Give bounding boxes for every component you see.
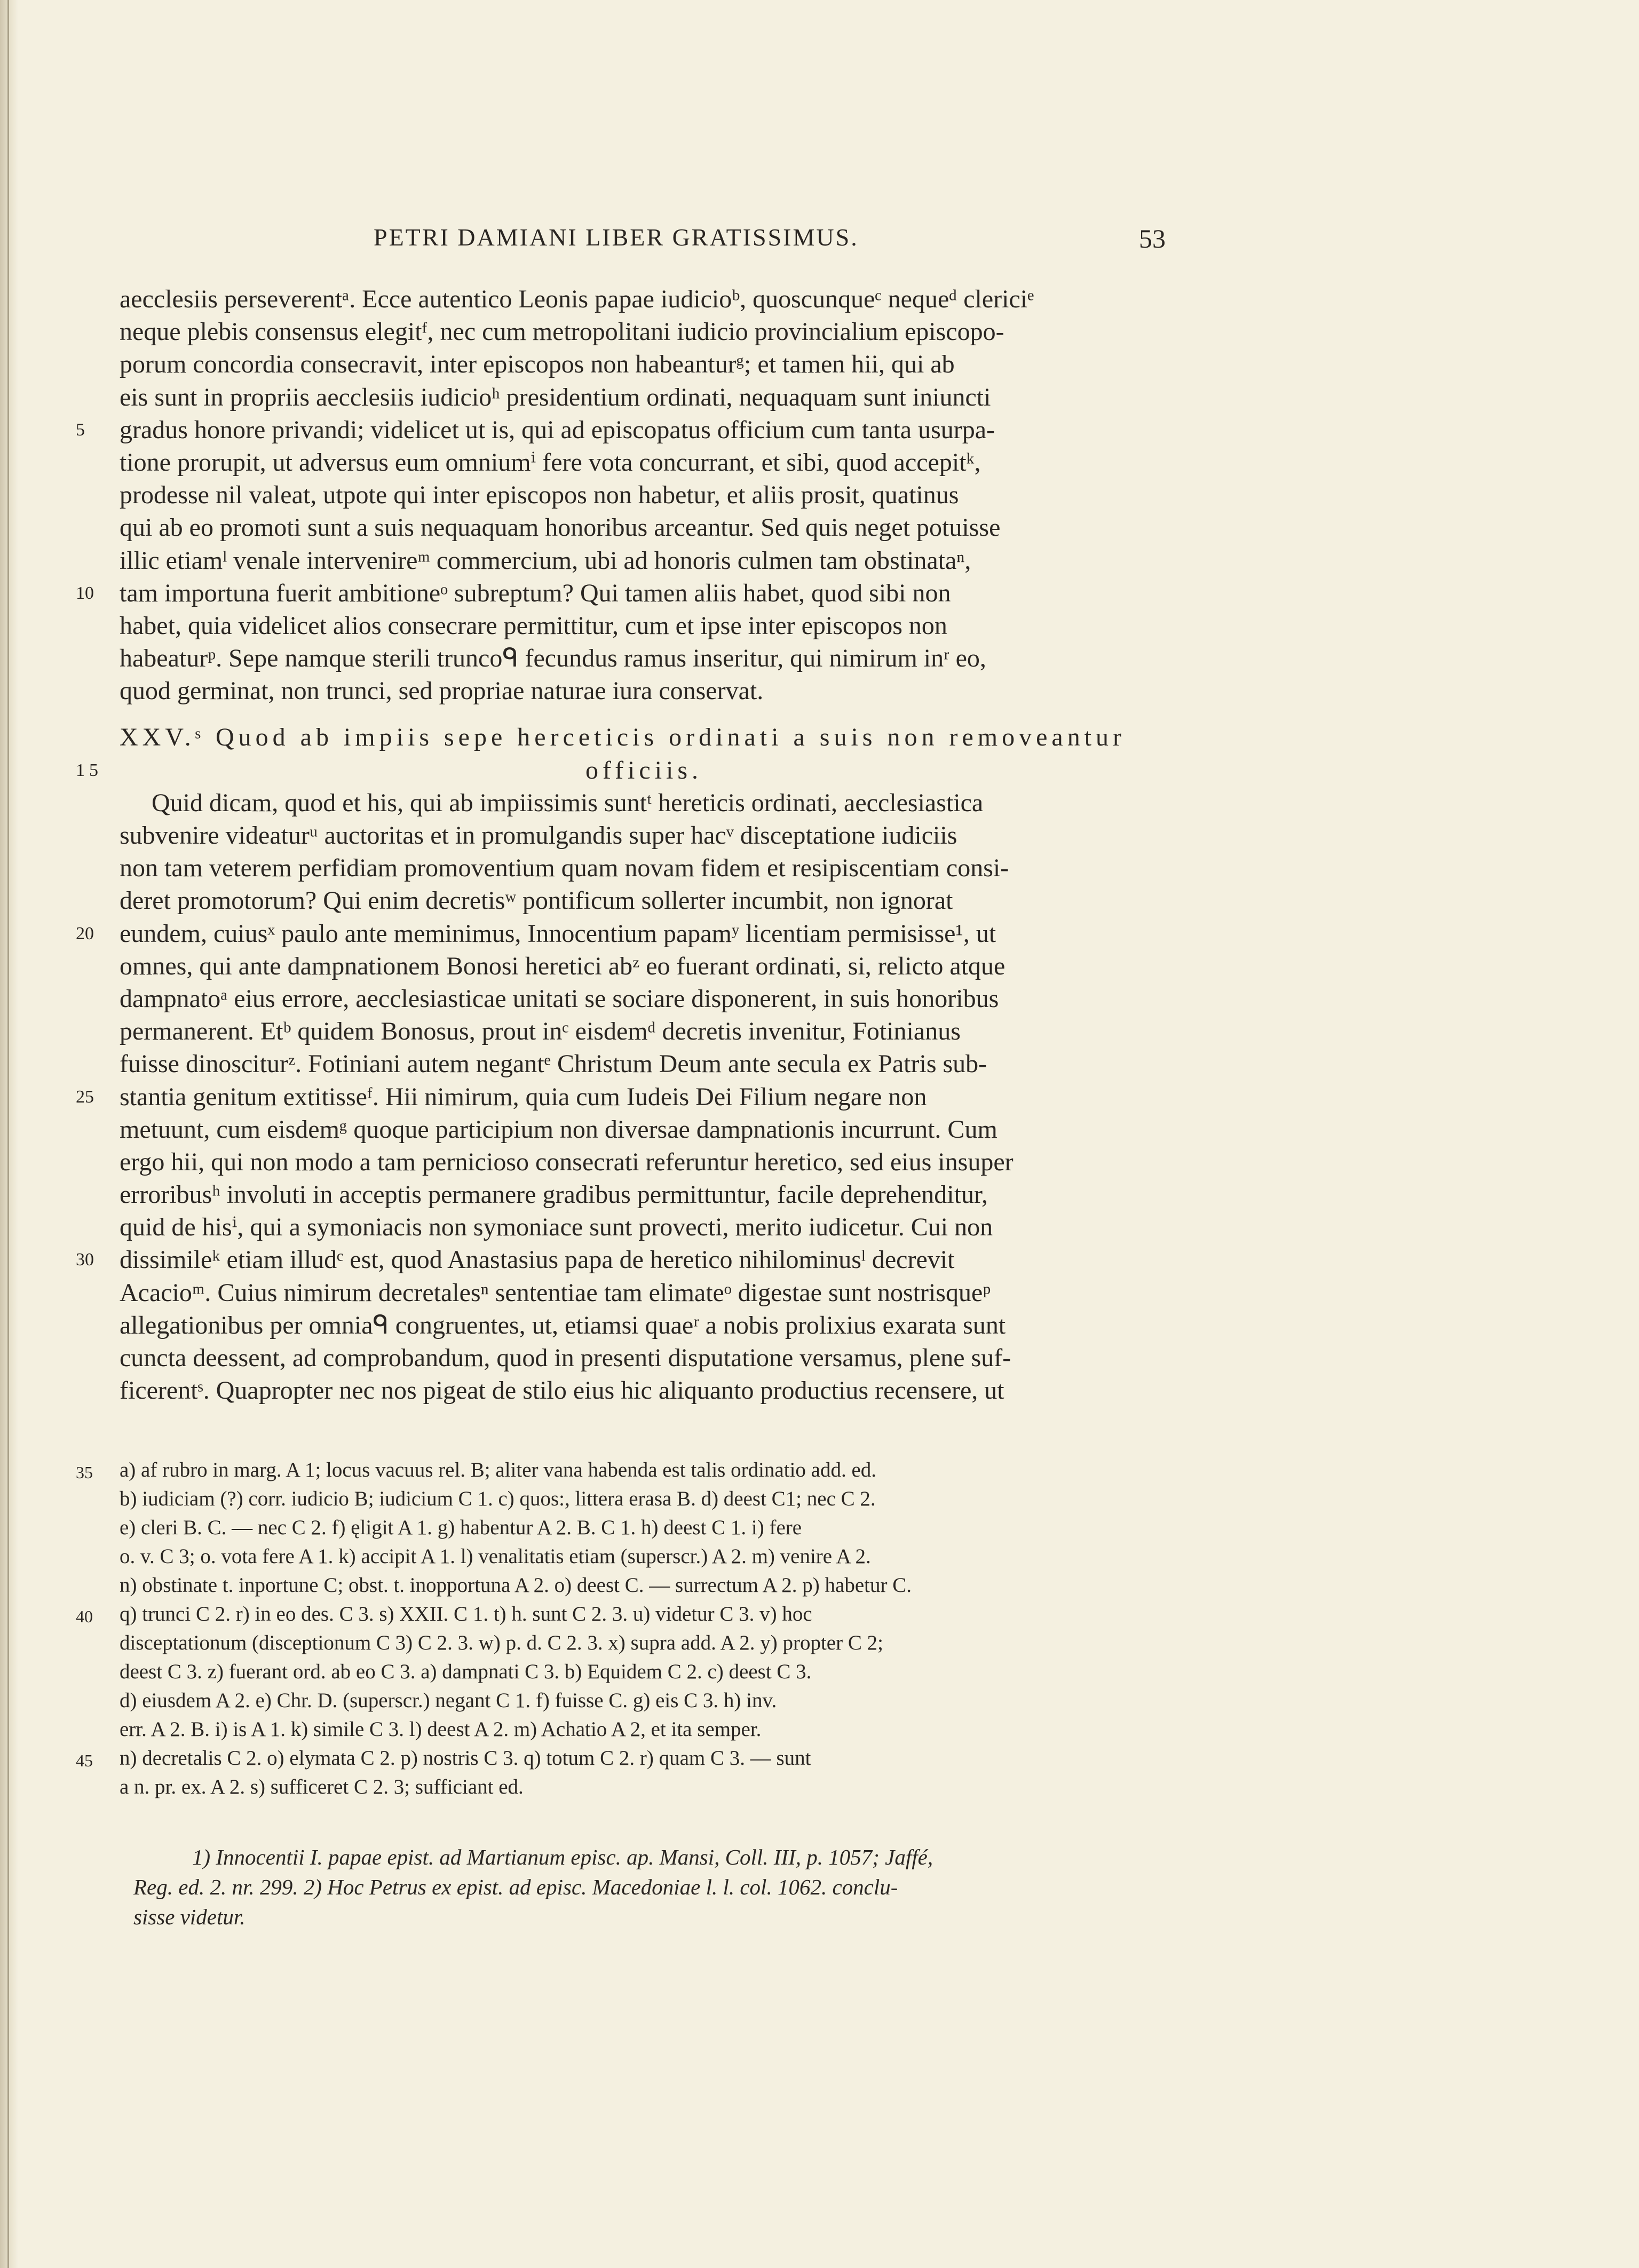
apparatus-line: d) eiusdem A 2. e) Chr. D. (superscr.) negant C 1. f) fuisse C. g) eis C 3. h) inv. [120, 1689, 777, 1712]
apparatus-line: n) obstinate t. inportune C; obst. t. inopportuna A 2. o) deest C. — surrectum A 2. p) habetur C. [120, 1574, 912, 1597]
text-line: cuncta deessent, ad comprobandum, quod in presenti disputatione versamus, plene suf- [120, 1344, 1011, 1372]
apparatus-line: a n. pr. ex. A 2. s) sufficeret C 2. 3; sufficiant ed. [120, 1775, 524, 1798]
text-line: quid de hisⁱ, qui a symoniacis non symoniace sunt provecti, merito iudicetur. Cui non [120, 1213, 993, 1242]
footnote-line: 1) Innocentii I. papae epist. ad Martianum episc. ap. Mansi, Coll. III, p. 1057; Jaffé, [192, 1845, 933, 1869]
text-line: 25 stantia genitum extitisseᶠ. Hii nimirum, quia cum Iudeis Dei Filium negare non [120, 1081, 1168, 1113]
chapter-heading-continued: 15 officiis. [120, 754, 1168, 787]
text-line: allegationibus per omniaᑫ congruentes, ut, etiamsi quaeʳ a nobis prolixius exarata sunt [120, 1311, 1006, 1339]
line-number: 45 [76, 1751, 93, 1770]
page-header [0, 223, 1639, 260]
apparatus-line: deest C 3. z) fuerant ord. ab eo C 3. a) dampnati C 3. b) Equidem C 2. c) deest C 3. [120, 1660, 812, 1683]
text-line: porum concordia consecravit, inter episcopos non habeanturᵍ; et tamen hii, qui ab [120, 350, 955, 379]
apparatus-line: o. v. C 3; o. vota fere A 1. k) accipit A 1. l) venalitatis etiam (superscr.) A 2. m) venire A 2. [120, 1545, 871, 1568]
text-line: neque plebis consensus elegitᶠ, nec cum metropolitani iudicio provincialium episcopo- [120, 318, 1004, 346]
apparatus-line: 35 a) af rubro in marg. A 1; locus vacuus rel. B; aliter vana habenda est talis ordinatio add. ed. [120, 1456, 1168, 1485]
text-line: fuisse dinosciturᶻ. Fotiniani autem negantᵉ Christum Deum ante secula ex Patris sub- [120, 1050, 987, 1079]
text-line: ficerentˢ. Quapropter nec nos pigeat de stilo eius hic aliquanto productius recensere, ut [120, 1376, 1004, 1405]
text-line: 20 eundem, cuiusˣ paulo ante meminimus, Innocentium papamʸ licentiam permisisse¹, ut [120, 917, 1168, 950]
text-line: prodesse nil valeat, utpote qui inter episcopos non habetur, et aliis prosit, quatinus [120, 481, 959, 510]
text-line: ergo hii, qui non modo a tam pernicioso consecrati referuntur heretico, sed eius insuper [120, 1147, 1014, 1176]
text-line: subvenire videaturᵘ auctoritas et in promulgandis super hacᵛ disceptatione iudiciis [120, 821, 957, 850]
footnote-line: sisse videtur. [133, 1905, 246, 1929]
text-line: 10 tam importuna fuerit ambitioneᵒ subreptum? Qui tamen aliis habet, quod sibi non [120, 577, 1168, 609]
text-line: habet, quia videlicet alios consecrare permittitur, cum et ipse inter episcopos non [120, 611, 947, 640]
text-line: non tam veterem perfidiam promoventium quam novam fidem et resipiscentiam consi- [120, 854, 1009, 883]
text-line: qui ab eo promoti sunt a suis nequaquam honoribus arceantur. Sed quis neget potuisse [120, 513, 1001, 542]
footnotes [133, 1842, 1169, 1932]
spacer [120, 707, 1168, 721]
text-line: omnes, qui ante dampnationem Bonosi heretici abᶻ eo fuerant ordinati, si, relicto atque [120, 951, 1005, 980]
apparatus-line: 45 n) decretalis C 2. o) elymata C 2. p) nostris C 3. q) totum C 2. r) quam C 3. — sunt [120, 1744, 1168, 1773]
line-number: 15 [76, 760, 102, 780]
text-line: quod germinat, non trunci, sed propriae naturae iura conservat. [120, 677, 764, 705]
chapter-heading: XXV.ˢ Quod ab impiis sepe herceticis ordinati a suis non removeantur [120, 723, 1126, 752]
binding-edge [7, 0, 9, 2268]
line-number: 40 [76, 1607, 93, 1626]
text-line: 30 dissimileᵏ etiam illudᶜ est, quod Anastasius papa de heretico nihilominusˡ decrevit [120, 1243, 1168, 1276]
text-line: Quid dicam, quod et his, qui ab impiissimis suntᵗ hereticis ordinati, aecclesiastica [152, 788, 984, 817]
page-gutter [0, 0, 18, 2268]
main-text [76, 283, 1168, 1407]
line-number: 5 [76, 419, 85, 440]
text-line: tione prorupit, ut adversus eum omniumⁱ fere vota concurrant, et sibi, quod accepitᵏ, [120, 448, 981, 477]
text-line: eis sunt in propriis aecclesiis iudicioʰ presidentium ordinati, nequaquam sunt iniuncti [120, 383, 991, 411]
text-line: dampnatoᵃ eius errore, aecclesiasticae unitati se sociare disponerent, in suis honoribus [120, 984, 999, 1013]
line-number: 30 [76, 1250, 94, 1270]
apparatus-line: 40 q) trunci C 2. r) in eo des. C 3. s) XXII. C 1. t) h. sunt C 2. 3. u) videtur C 3. v) hoc [120, 1600, 1168, 1629]
page-number: 53 [1139, 224, 1166, 253]
text-line: metuunt, cum eisdemᵍ quoque participium non diversae dampnationis incurrunt. Cum [120, 1115, 997, 1144]
text-line: permanerent. Etᵇ quidem Bonosus, prout inᶜ eisdemᵈ decretis invenitur, Fotinianus [120, 1017, 961, 1046]
apparatus-line: e) cleri B. C. — nec C 2. f) ęligit A 1. g) habentur A 2. B. C 1. h) deest C 1. i) fere [120, 1516, 802, 1539]
text-line: illic etiamˡ venale intervenireᵐ commercium, ubi ad honoris culmen tam obstinataⁿ, [120, 546, 971, 575]
text-line: aecclesiis perseverentᵃ. Ecce autentico Leonis papae iudicioᵇ, quoscunqueᶜ nequeᵈ clericiᵉ [120, 285, 1034, 313]
text-line: 5 gradus honore privandi; videlicet ut is, qui ad episcopatus officium cum tanta usurpa- [120, 414, 1168, 446]
line-number: 25 [76, 1087, 94, 1107]
line-number: 20 [76, 923, 94, 943]
apparatus-line: disceptationum (disceptionum C 3) C 2. 3. w) p. d. C 2. 3. x) supra add. A 2. y) propter C 2; [120, 1631, 883, 1654]
line-number: 35 [76, 1463, 93, 1482]
text-line: habeaturᵖ. Sepe namque sterili truncoᑫ fecundus ramus inseritur, qui nimirum inʳ eo, [120, 644, 986, 673]
footnote-line: Reg. ed. 2. nr. 299. 2) Hoc Petrus ex epist. ad episc. Macedoniae l. l. col. 1062. conclu- [133, 1875, 898, 1899]
apparatus-line: b) iudiciam (?) corr. iudicio B; iudicium C 1. c) quos:, littera erasa B. d) deest C1; nec C 2. [120, 1487, 876, 1510]
line-number: 10 [76, 583, 94, 603]
text-line: deret promotorum? Qui enim decretisʷ pontificum sollerter incumbit, non ignorat [120, 886, 953, 915]
text-line: Acacioᵐ. Cuius nimirum decretalesⁿ sententiae tam elimateᵒ digestae sunt nostrisqueᵖ [120, 1278, 991, 1307]
text-line: erroribusʰ involuti in acceptis permanere gradibus permittuntur, facile deprehenditur, [120, 1180, 988, 1209]
apparatus-line: err. A 2. B. i) is A 1. k) simile C 3. l) deest A 2. m) Achatio A 2, et ita semper. [120, 1718, 762, 1741]
critical-apparatus [76, 1456, 1168, 1802]
running-title: PETRI DAMIANI LIBER GRATISSIMUS. [374, 224, 859, 251]
